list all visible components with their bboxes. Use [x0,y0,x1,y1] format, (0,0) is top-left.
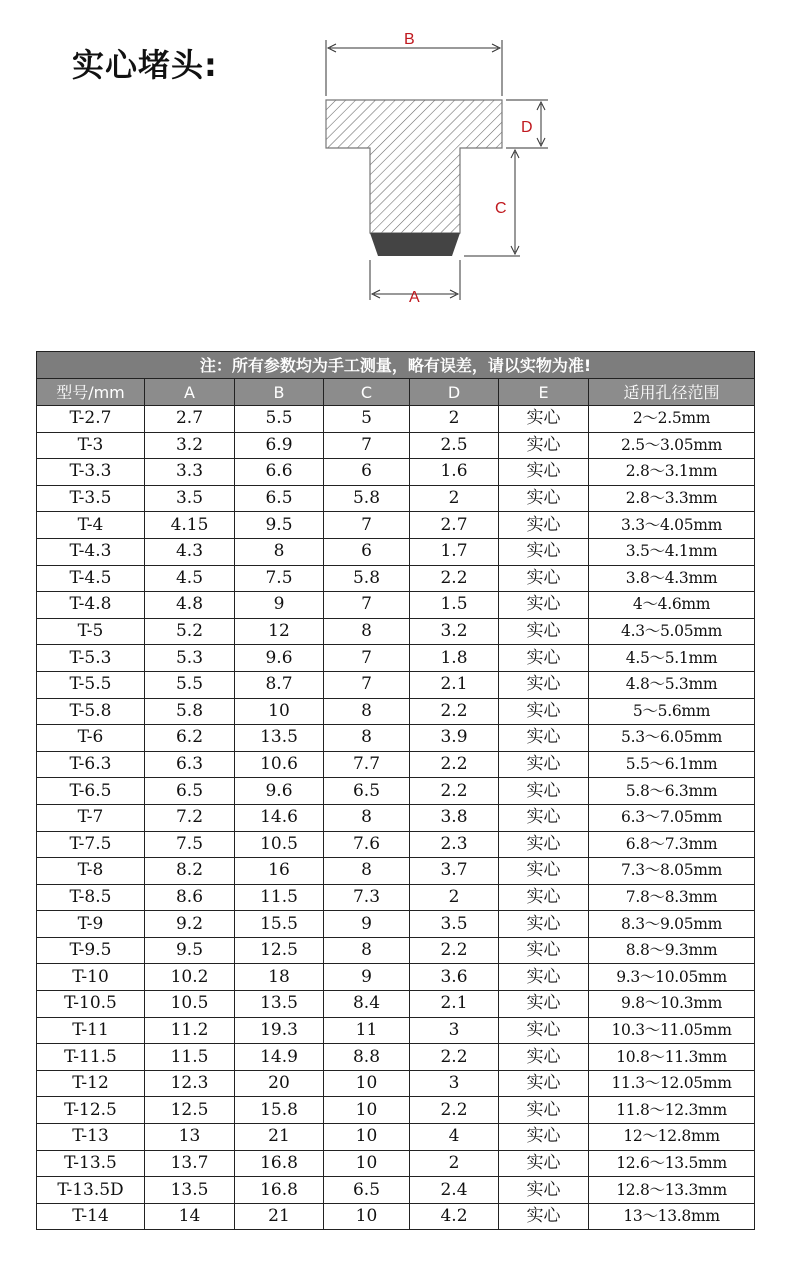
table-row [37,1097,755,1124]
cell-b: 16 [235,858,324,885]
cell-a: 5.3 [145,645,235,672]
cell-model: T-10 [37,964,145,991]
spec-table-wrapper [36,351,754,1230]
cell-b: 6.9 [235,432,324,459]
cell-e: 实心 [499,1177,589,1204]
cell-model: T-11.5 [37,1044,145,1071]
cell-e: 实心 [499,459,589,486]
table-row [37,751,755,778]
cell-hole-range: 2.5～3.05mm [589,432,755,459]
cell-d: 4.2 [410,1203,499,1230]
cell-c: 10 [324,1150,410,1177]
cell-a: 11.2 [145,1017,235,1044]
cell-d: 3.6 [410,964,499,991]
cell-d: 2.5 [410,432,499,459]
cell-model: T-13 [37,1124,145,1151]
cell-hole-range: 5.5～6.1mm [589,751,755,778]
cell-c: 6 [324,459,410,486]
cell-model: T-8.5 [37,884,145,911]
cell-c: 6 [324,538,410,565]
cell-d: 2.1 [410,991,499,1018]
cell-a: 9.2 [145,911,235,938]
plug-dimension-diagram [0,0,790,330]
cell-c: 7 [324,671,410,698]
cell-d: 2.1 [410,671,499,698]
cell-b: 14.9 [235,1044,324,1071]
cell-hole-range: 4.3～5.05mm [589,618,755,645]
cell-model: T-4.5 [37,565,145,592]
cell-hole-range: 5～5.6mm [589,698,755,725]
cell-d: 2.7 [410,512,499,539]
cell-e: 实心 [499,1124,589,1151]
column-header-c: C [324,379,410,406]
cell-e: 实心 [499,937,589,964]
column-header-hole-range: 适用孔径范围 [589,379,755,406]
dimension-d-label: D [521,119,533,136]
cell-model: T-12.5 [37,1097,145,1124]
cell-model: T-13.5D [37,1177,145,1204]
cell-e: 实心 [499,512,589,539]
column-header-a: A [145,379,235,406]
cell-model: T-14 [37,1203,145,1230]
table-row [37,512,755,539]
table-header-row [37,379,755,406]
table-row [37,831,755,858]
cell-e: 实心 [499,964,589,991]
cell-c: 6.5 [324,1177,410,1204]
cell-a: 12.3 [145,1070,235,1097]
cell-b: 15.5 [235,911,324,938]
table-row [37,991,755,1018]
cell-hole-range: 9.8～10.3mm [589,991,755,1018]
cell-model: T-4.8 [37,592,145,619]
cell-model: T-8 [37,858,145,885]
notice-row [37,352,755,379]
cell-hole-range: 2～2.5mm [589,406,755,433]
cell-c: 10 [324,1070,410,1097]
cell-model: T-4.3 [37,538,145,565]
cell-e: 实心 [499,778,589,805]
cell-b: 18 [235,964,324,991]
cell-d: 3.9 [410,725,499,752]
table-row [37,671,755,698]
cell-model: T-2.7 [37,406,145,433]
cell-e: 实心 [499,565,589,592]
table-row [37,406,755,433]
cell-c: 7 [324,645,410,672]
cell-d: 2 [410,485,499,512]
cell-a: 3.2 [145,432,235,459]
cell-e: 实心 [499,698,589,725]
cell-c: 8.4 [324,991,410,1018]
cell-e: 实心 [499,538,589,565]
cell-a: 9.5 [145,937,235,964]
cell-c: 8 [324,618,410,645]
page-title: 实心堵头: [72,46,218,84]
cell-c: 6.5 [324,778,410,805]
table-row [37,778,755,805]
table-row [37,538,755,565]
cell-b: 19.3 [235,1017,324,1044]
cell-a: 4.3 [145,538,235,565]
table-row [37,618,755,645]
cell-c: 11 [324,1017,410,1044]
cell-hole-range: 12～12.8mm [589,1124,755,1151]
cell-model: T-3 [37,432,145,459]
cell-e: 实心 [499,884,589,911]
cell-hole-range: 6.8～7.3mm [589,831,755,858]
cell-d: 3.2 [410,618,499,645]
table-row [37,1177,755,1204]
cell-a: 10.5 [145,991,235,1018]
cell-hole-range: 11.8～12.3mm [589,1097,755,1124]
cell-hole-range: 7.3～8.05mm [589,858,755,885]
cell-hole-range: 8.3～9.05mm [589,911,755,938]
cell-model: T-7.5 [37,831,145,858]
cell-hole-range: 6.3～7.05mm [589,804,755,831]
cell-a: 2.7 [145,406,235,433]
cell-hole-range: 3.5～4.1mm [589,538,755,565]
cell-c: 7 [324,592,410,619]
cell-c: 8 [324,698,410,725]
cell-model: T-11 [37,1017,145,1044]
cell-model: T-5.8 [37,698,145,725]
column-header-b: B [235,379,324,406]
cell-a: 10.2 [145,964,235,991]
cell-b: 20 [235,1070,324,1097]
cell-d: 3.5 [410,911,499,938]
cell-d: 2.3 [410,831,499,858]
table-row [37,645,755,672]
cell-a: 14 [145,1203,235,1230]
cell-e: 实心 [499,1203,589,1230]
table-row [37,698,755,725]
cell-c: 5.8 [324,565,410,592]
cell-e: 实心 [499,406,589,433]
cell-e: 实心 [499,618,589,645]
cell-a: 5.2 [145,618,235,645]
dimension-a-label: A [409,289,420,306]
cell-e: 实心 [499,804,589,831]
cell-hole-range: 3.3～4.05mm [589,512,755,539]
cell-a: 3.5 [145,485,235,512]
cell-d: 2.2 [410,698,499,725]
cell-model: T-5.5 [37,671,145,698]
cell-a: 7.2 [145,804,235,831]
cell-a: 4.8 [145,592,235,619]
cell-e: 实心 [499,725,589,752]
cell-c: 9 [324,964,410,991]
column-header-d: D [410,379,499,406]
cell-b: 10 [235,698,324,725]
cell-b: 5.5 [235,406,324,433]
cell-b: 12 [235,618,324,645]
cell-c: 10 [324,1203,410,1230]
cell-hole-range: 4.5～5.1mm [589,645,755,672]
table-row [37,565,755,592]
cell-a: 13.5 [145,1177,235,1204]
table-row [37,804,755,831]
cell-e: 实心 [499,1097,589,1124]
cell-b: 9 [235,592,324,619]
column-header-e: E [499,379,589,406]
cell-c: 7.6 [324,831,410,858]
cell-c: 5 [324,406,410,433]
cell-model: T-6 [37,725,145,752]
cell-model: T-6.3 [37,751,145,778]
cell-b: 9.6 [235,778,324,805]
cell-a: 7.5 [145,831,235,858]
table-row [37,1124,755,1151]
cell-e: 实心 [499,1070,589,1097]
dimension-c-label: C [495,200,507,217]
cell-b: 8.7 [235,671,324,698]
cell-a: 8.2 [145,858,235,885]
table-row [37,459,755,486]
cell-b: 13.5 [235,725,324,752]
cell-a: 6.3 [145,751,235,778]
cell-e: 实心 [499,432,589,459]
cell-c: 7.3 [324,884,410,911]
plug-body-shape [326,100,502,233]
dimension-b [326,40,502,96]
cell-e: 实心 [499,911,589,938]
cell-b: 9.6 [235,645,324,672]
cell-c: 8 [324,858,410,885]
cell-hole-range: 12.8～13.3mm [589,1177,755,1204]
spec-table [36,351,755,1230]
cell-e: 实心 [499,671,589,698]
cell-model: T-13.5 [37,1150,145,1177]
cell-c: 7.7 [324,751,410,778]
cell-a: 6.2 [145,725,235,752]
cell-model: T-12 [37,1070,145,1097]
cell-a: 4.15 [145,512,235,539]
table-row [37,592,755,619]
table-row [37,911,755,938]
cell-b: 16.8 [235,1177,324,1204]
cell-c: 10 [324,1124,410,1151]
cell-hole-range: 10.3～11.05mm [589,1017,755,1044]
cell-e: 实心 [499,1044,589,1071]
cell-d: 4 [410,1124,499,1151]
cell-a: 13 [145,1124,235,1151]
dimension-b-label: B [404,31,415,48]
cell-model: T-7 [37,804,145,831]
cell-hole-range: 2.8～3.3mm [589,485,755,512]
cell-e: 实心 [499,645,589,672]
cell-hole-range: 4.8～5.3mm [589,671,755,698]
cell-b: 14.6 [235,804,324,831]
cell-d: 2.2 [410,1097,499,1124]
cell-model: T-9 [37,911,145,938]
cell-c: 8 [324,937,410,964]
cell-hole-range: 13～13.8mm [589,1203,755,1230]
cell-hole-range: 3.8～4.3mm [589,565,755,592]
cell-hole-range: 8.8～9.3mm [589,937,755,964]
cell-b: 11.5 [235,884,324,911]
cell-b: 13.5 [235,991,324,1018]
cell-model: T-3.5 [37,485,145,512]
cell-a: 13.7 [145,1150,235,1177]
cell-model: T-9.5 [37,937,145,964]
cell-d: 3.8 [410,804,499,831]
cell-d: 2.2 [410,565,499,592]
cell-c: 5.8 [324,485,410,512]
cell-d: 3.7 [410,858,499,885]
cell-c: 7 [324,512,410,539]
cell-b: 21 [235,1203,324,1230]
cell-c: 8 [324,804,410,831]
cell-d: 1.5 [410,592,499,619]
cell-d: 2 [410,1150,499,1177]
cell-d: 2.2 [410,937,499,964]
cell-a: 12.5 [145,1097,235,1124]
cell-d: 1.6 [410,459,499,486]
table-row [37,1070,755,1097]
table-body [37,406,755,1230]
cell-e: 实心 [499,592,589,619]
cell-e: 实心 [499,751,589,778]
cell-b: 12.5 [235,937,324,964]
cell-a: 5.5 [145,671,235,698]
table-row [37,937,755,964]
cell-a: 5.8 [145,698,235,725]
cell-b: 16.8 [235,1150,324,1177]
cell-c: 10 [324,1097,410,1124]
cell-b: 7.5 [235,565,324,592]
cell-b: 21 [235,1124,324,1151]
plug-tip-shape [370,233,460,256]
cell-b: 10.6 [235,751,324,778]
cell-d: 3 [410,1017,499,1044]
cell-a: 6.5 [145,778,235,805]
cell-e: 实心 [499,831,589,858]
cell-hole-range: 10.8～11.3mm [589,1044,755,1071]
cell-e: 实心 [499,858,589,885]
cell-hole-range: 2.8～3.1mm [589,459,755,486]
cell-hole-range: 5.8～6.3mm [589,778,755,805]
cell-hole-range: 4～4.6mm [589,592,755,619]
cell-d: 2.2 [410,1044,499,1071]
cell-b: 15.8 [235,1097,324,1124]
table-row [37,1203,755,1230]
table-row [37,1044,755,1071]
cell-b: 10.5 [235,831,324,858]
cell-e: 实心 [499,1150,589,1177]
cell-c: 8 [324,725,410,752]
cell-hole-range: 9.3～10.05mm [589,964,755,991]
cell-model: T-4 [37,512,145,539]
cell-e: 实心 [499,485,589,512]
cell-hole-range: 7.8～8.3mm [589,884,755,911]
cell-model: T-3.3 [37,459,145,486]
cell-model: T-5.3 [37,645,145,672]
cell-hole-range: 5.3～6.05mm [589,725,755,752]
measurement-notice: 注：所有参数均为手工测量，略有误差，请以实物为准! [37,352,755,379]
table-row [37,964,755,991]
cell-a: 8.6 [145,884,235,911]
cell-b: 9.5 [235,512,324,539]
cell-d: 2.2 [410,751,499,778]
table-row [37,858,755,885]
cell-model: T-6.5 [37,778,145,805]
table-row [37,432,755,459]
cell-hole-range: 11.3～12.05mm [589,1070,755,1097]
table-row [37,1017,755,1044]
cell-b: 6.5 [235,485,324,512]
cell-a: 3.3 [145,459,235,486]
cell-e: 实心 [499,1017,589,1044]
cell-e: 实心 [499,991,589,1018]
table-row [37,884,755,911]
cell-hole-range: 12.6～13.5mm [589,1150,755,1177]
cell-b: 6.6 [235,459,324,486]
cell-c: 8.8 [324,1044,410,1071]
cell-c: 9 [324,911,410,938]
table-row [37,485,755,512]
cell-c: 7 [324,432,410,459]
cell-d: 1.7 [410,538,499,565]
dimension-c [464,150,520,256]
cell-d: 2 [410,406,499,433]
cell-b: 8 [235,538,324,565]
cell-d: 2.2 [410,778,499,805]
cell-d: 2.4 [410,1177,499,1204]
table-row [37,725,755,752]
column-header-model: 型号/mm [37,379,145,406]
cell-a: 11.5 [145,1044,235,1071]
cell-d: 3 [410,1070,499,1097]
cell-model: T-10.5 [37,991,145,1018]
cell-model: T-5 [37,618,145,645]
cell-d: 2 [410,884,499,911]
cell-d: 1.8 [410,645,499,672]
table-row [37,1150,755,1177]
cell-a: 4.5 [145,565,235,592]
